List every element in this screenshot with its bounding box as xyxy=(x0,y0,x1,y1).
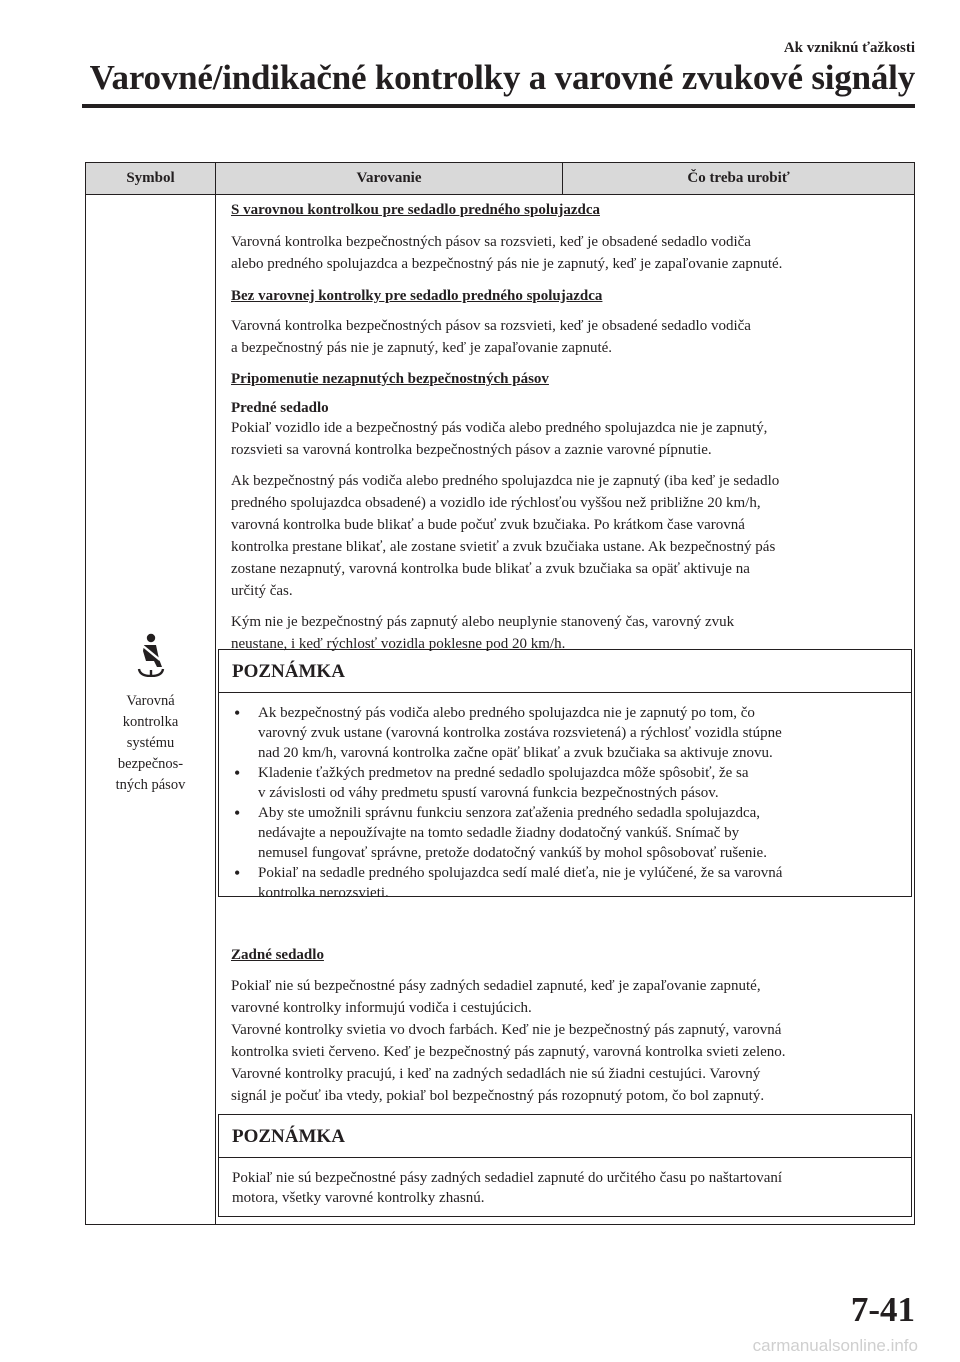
paragraph xyxy=(231,231,911,275)
text-line: zostane nezapnutý, varovná kontrolka bude blikať a zvuk bzučiaka sa opäť aktivuje na xyxy=(231,561,750,577)
paragraph xyxy=(231,315,911,359)
text-line: signál je počuť iba vtedy, pokiaľ bol bezpečnostný pás rozopnutý potom, čo bol zapnutý. xyxy=(231,1088,765,1104)
text-line: určitý čas. xyxy=(231,583,293,599)
note-box xyxy=(218,1114,912,1217)
text-line: Aby ste umožnili správnu funkciu senzora zaťaženia predného sedadla spolujazdca, xyxy=(258,805,761,821)
page-number: 7-41 xyxy=(850,1290,915,1329)
text-line: Varovné kontrolky svietia vo dvoch farbách. Keď nie je bezpečnostný pás zapnutý, varovná xyxy=(231,1022,782,1038)
text-line: kontrolka svieti červeno. Keď je bezpečnostný pás zapnutý, varovná kontrolka svieti zeleno. xyxy=(231,1044,786,1060)
text-line: v závislosti od váhy predmetu spustí varovná funkcia bezpečnostných pásov. xyxy=(258,785,719,801)
seatbelt-warning-icon xyxy=(134,633,168,677)
text-line: varovný zvuk ustane (varovná kontrolka zostáva rozsvietená) a rýchlosť vozidla stúpne xyxy=(258,725,782,741)
symbol-label-line: systému xyxy=(126,735,175,751)
paragraph xyxy=(231,417,911,461)
note-body xyxy=(219,693,911,903)
text-line: Pokiaľ vozidlo ide a bezpečnostný pás vodiča alebo predného spolujazdca nie je zapnutý, xyxy=(231,420,768,436)
symbol-label-line: Varovná xyxy=(126,693,175,709)
column-header-symbol: Symbol xyxy=(86,163,216,194)
text-line: nad 20 km/h, varovná kontrolka začne opäť blikať a zvuk bzučiaka sa aktivuje znovu. xyxy=(258,745,773,761)
note-body xyxy=(219,1158,911,1208)
symbol-label xyxy=(86,691,215,796)
symbol-label-line: kontrolka xyxy=(122,714,179,730)
text-line: Pokiaľ na sedadle predného spolujazdca sedí malé dieťa, nie je vylúčené, že sa varovná xyxy=(258,865,783,881)
heading-without-passenger-light: Bez varovnej kontrolky pre sedadlo predného spolujazdca xyxy=(231,288,603,304)
text-line: varovná kontrolka bude blikať a bude počuť zvuk bzučiaka. Po krátkom čase varovná xyxy=(231,517,745,533)
note-list xyxy=(232,703,897,903)
text-line: motora, všetky varovné kontrolky zhasnú. xyxy=(232,1190,485,1206)
text-line: kontrolka prestane blikať, ale zostane svietiť a zvuk bzučiaka ustane. Ak bezpečnostný pás xyxy=(231,539,776,555)
note-item xyxy=(232,703,897,763)
text-line: nemusel fungovať správne, pretože dodatočný vankúš by mohol spôsobovať rušenie. xyxy=(258,845,767,861)
heading-with-passenger-light: S varovnou kontrolkou pre sedadlo predného spolujazdca xyxy=(231,202,600,218)
symbol-cell xyxy=(86,633,215,796)
text-line: Varovné kontrolky pracujú, i keď na zadných sedadlách nie sú žiadni cestujúci. Varovný xyxy=(231,1066,761,1082)
symbol-label-line: bezpečnos- xyxy=(117,756,184,772)
text-line: alebo predného spolujazdca a bezpečnostný pás nie je zapnutý, keď je zapaľovanie zapnuté. xyxy=(231,256,783,272)
warning-table xyxy=(85,162,915,1225)
note-title: POZNÁMKA xyxy=(219,650,911,693)
page-title: Varovné/indikačné kontrolky a varovné zvukové signály xyxy=(89,58,915,97)
note-item xyxy=(232,763,897,803)
column-divider xyxy=(215,194,216,1224)
section-label: Ak vzniknú ťažkosti xyxy=(783,40,915,56)
text-line: Varovná kontrolka bezpečnostných pásov sa rozsvieti, keď je obsadené sedadlo vodiča xyxy=(231,318,751,334)
text-line: predného spolujazdca obsadené) a vozidlo ide rýchlosťou vyššou než približne 20 km/h, xyxy=(231,495,761,511)
text-line: nedávajte a nepoužívajte na tomto sedadle žiadny dodatočný vankúš. Snímač by xyxy=(258,825,740,841)
text-line: varovné kontrolky informujú vodiča i cestujúcich. xyxy=(231,1000,532,1016)
text-line: a bezpečnostný pás nie je zapnutý, keď je zapaľovanie zapnuté. xyxy=(231,340,613,356)
note-item xyxy=(232,803,897,863)
watermark: carmanualsonline.info xyxy=(752,1336,918,1355)
symbol-label-line: tných pásov xyxy=(115,777,186,793)
rear-seat-content xyxy=(231,944,911,1107)
note-item xyxy=(232,863,897,903)
title-rule xyxy=(82,104,915,108)
text-line: rozsvieti sa varovná kontrolka bezpečnostných pásov a zaznie varovné pípnutie. xyxy=(231,442,712,458)
heading-rear-seat: Zadné sedadlo xyxy=(231,947,324,963)
paragraph xyxy=(231,975,911,1107)
text-line: neustane, i keď rýchlosť vozidla poklesne pod 20 km/h. xyxy=(231,636,566,652)
text-line: Kým nie je bezpečnostný pás zapnutý alebo neuplynie stanovený čas, varovný zvuk xyxy=(231,614,735,630)
warning-content xyxy=(231,203,911,655)
heading-reminder: Pripomenutie nezapnutých bezpečnostných pásov xyxy=(231,371,549,387)
table-header xyxy=(86,163,914,195)
text-line: Ak bezpečnostný pás vodiča alebo predného spolujazdca nie je zapnutý (iba keď je sedadlo xyxy=(231,473,780,489)
text-line: Ak bezpečnostný pás vodiča alebo predného spolujazdca nie je zapnutý po tom, čo xyxy=(258,705,755,721)
text-line: Pokiaľ nie sú bezpečnostné pásy zadných sedadiel zapnuté, keď je zapaľovanie zapnuté, xyxy=(231,978,761,994)
column-header-warning: Varovanie xyxy=(216,163,563,194)
text-line: Varovná kontrolka bezpečnostných pásov sa rozsvieti, keď je obsadené sedadlo vodiča xyxy=(231,234,751,250)
paragraph xyxy=(231,470,911,602)
note-box xyxy=(218,649,912,901)
text-line: Pokiaľ nie sú bezpečnostné pásy zadných sedadiel zapnuté do určitého času po naštartovaní xyxy=(232,1170,783,1186)
text-line: Kladenie ťažkých predmetov na predné sedadlo spolujazdca môže spôsobiť, že sa xyxy=(258,765,749,781)
note-title: POZNÁMKA xyxy=(219,1115,911,1158)
subheading-front-seat: Predné sedadlo xyxy=(231,400,329,416)
text-line: kontrolka nerozsvieti. xyxy=(258,885,389,901)
column-header-action: Čo treba urobiť xyxy=(687,170,790,186)
